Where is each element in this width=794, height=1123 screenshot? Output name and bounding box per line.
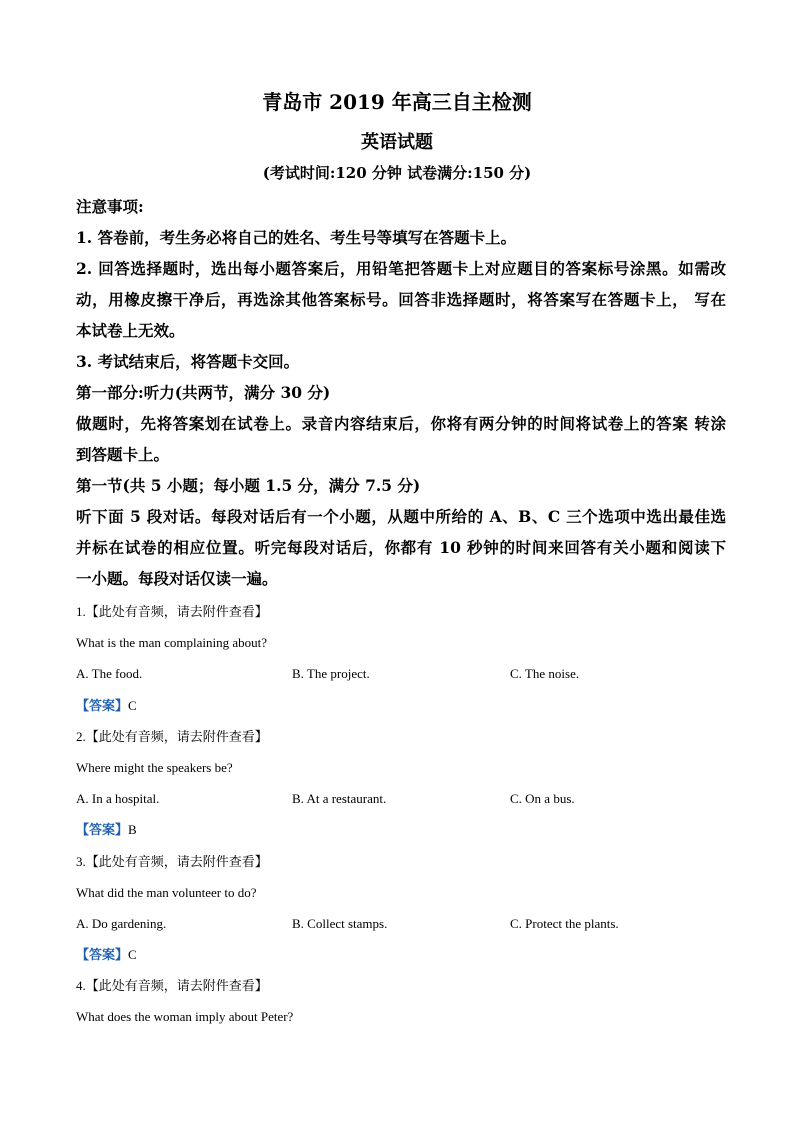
notes-line: 3. 考试结束后，将答题卡交回。 [76,352,300,371]
answer-value: C [128,947,137,963]
answer-label: 【答案】 [76,947,129,963]
answer-value: C [128,697,137,713]
instructions-block [76,191,726,594]
options-row [76,658,726,689]
section1-heading: 第一节(共 5 小题；每小题 1.5 分，满分 7.5 分) [76,476,421,495]
answer-row [76,814,726,845]
part1-heading: 第一部分:听力(共两节，满分 30 分) [76,383,331,402]
audio-note: 2.【此处有音频，请去附件查看】 [76,728,268,744]
answer-label: 【答案】 [76,697,129,713]
options-row [76,783,726,814]
section1-instruction-line: 听下面 5 段对话。每段对话后有一个小题，从题中所给的 A、B、C 三个选项中选出最佳选 [76,507,726,526]
option-a: A. Do gardening. [76,915,167,931]
audio-note: 1.【此处有音频，请去附件查看】 [76,604,268,619]
section1-instruction-line: 并标在试卷的相应位置。听完每段对话后，你都有 10 秒钟的时间来回答有关小题和阅读下 [76,538,726,557]
options-row [76,908,726,939]
part1-instruction-line: 到答题卡上。 [76,445,170,464]
exam-info: (考试时间:120 分钟 试卷满分:150 分) [262,164,532,182]
notes-line: 2. 回答选择题时，选出每小题答案后，用铅笔把答题卡上对应题目的答案标号涂黑。如需改 [76,259,726,278]
question-text: What did the man volunteer to do? [76,884,257,900]
question-text: What does the woman imply about Peter? [76,1009,294,1025]
option-c: C. On a bus. [510,791,575,807]
notes-heading: 注意事项: [76,197,144,216]
question-text: Where might the speakers be? [76,759,233,775]
question-list [76,596,726,1033]
option-a: A. In a hospital. [76,791,160,807]
notes-line: 动，用橡皮擦干净后，再选涂其他答案标号。回答非选择题时，将答案写在答题卡上， 写在 [76,290,726,309]
answer-row [76,690,726,721]
section1-instruction-line: 一小题。每段对话仅读一遍。 [76,569,278,588]
option-a: A. The food. [76,666,143,682]
part1-instruction-line: 做题时，先将答案划在试卷上。录音内容结束后，你将有两分钟的时间将试卷上的答案 转涂 [76,414,726,433]
audio-note: 3.【此处有音频，请去附件查看】 [76,853,268,869]
answer-row [76,939,726,970]
audio-note: 4.【此处有音频，请去附件查看】 [76,978,268,994]
option-b: B. Collect stamps. [292,915,388,931]
notes-line: 本试卷上无效。 [76,321,185,340]
answer-value: B [128,822,137,838]
notes-line: 1. 答卷前，考生务必将自己的姓名、考生号等填写在答题卡上。 [76,228,517,247]
exam-title: 青岛市 2019 年高三自主检测 [262,90,532,114]
option-b: B. At a restaurant. [292,791,387,807]
option-c: C. The noise. [510,666,580,682]
option-c: C. Protect the plants. [510,915,619,931]
answer-label: 【答案】 [76,822,129,838]
option-b: B. The project. [292,666,370,682]
exam-subject: 英语试题 [361,132,433,153]
question-text: What is the man complaining about? [76,635,267,651]
